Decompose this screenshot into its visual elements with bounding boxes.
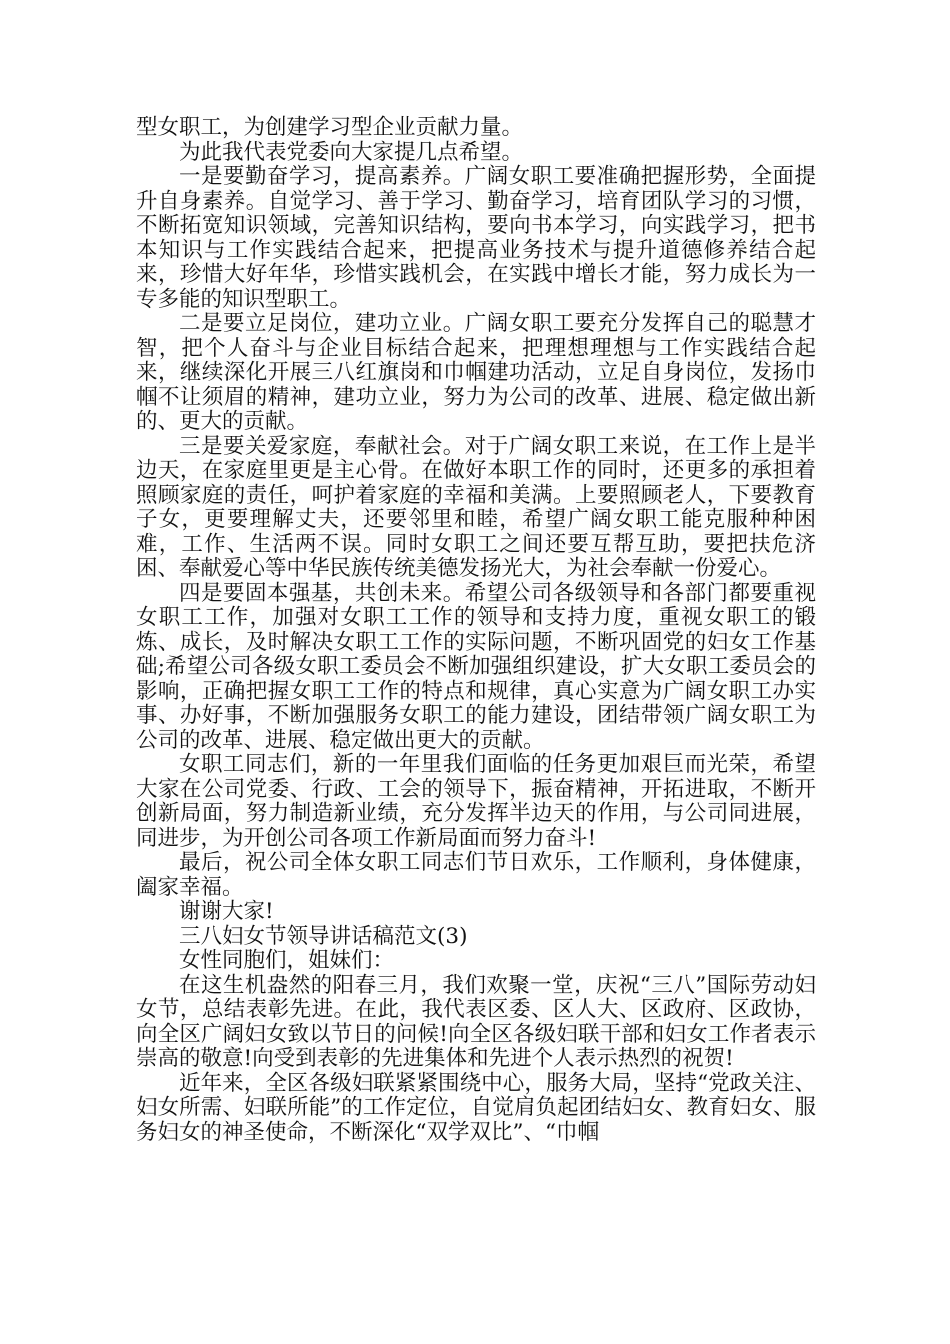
section-heading: 三八妇女节领导讲话稿范文(3) bbox=[179, 923, 468, 949]
paragraph-hope-four: 四是要固本强基，共创未来。希望公司各级领导和各部门都要重视女职工工作，加强对女职工工作的领导和支持力度，重视女职工的锻炼、成长，及时解决女职工工作的实际问题，不断巩固党的妇女工作基础;希望公司各级女职工委员会不断加强组织建设，扩大女职工委员会的影响，正确把握女职工工作的特点和规律，真心实意为广阔女职工办实事、办好事，不断加强服务女职工的能力建设，团结带领广阔女职工为公司的改革、进展、稳定做出更大的贡献。 bbox=[136, 580, 816, 753]
paragraph-closing-wishes: 最后，祝公司全体女职工同志们节日欢乐，工作顺利，身体健康，阖家幸福。 bbox=[136, 850, 816, 900]
paragraph-recent-years: 近年来，全区各级妇联紧紧围绕中心，服务大局，坚持“党政关注、妇女所需、妇联所能”的工作定位，自觉肩负起团结妇女、教育妇女、服务妇女的神圣使命，不断深化“双学双比”、“巾帼 bbox=[136, 1070, 816, 1145]
paragraph-appeal: 女职工同志们，新的一年里我们面临的任务更加艰巨而光荣，希望大家在公司党委、行政、工会的领导下，振奋精神，开拓进取，不断开创新局面，努力制造新业绩，充分发挥半边天的作用，与公司同进展，同进步，为开创公司各项工作新局面而努力奋斗! bbox=[136, 752, 816, 851]
paragraph-salutation: 女性同胞们，姐妹们： bbox=[179, 948, 395, 973]
paragraph-hope-one: 一是要勤奋学习，提高素养。广阔女职工要准确把握形势，全面提升自身素养。自觉学习、善于学习、勤奋学习，培育团队学习的习惯，不断拓宽知识领域，完善知识结构，要向书本学习，向实践学习，把书本知识与工作实践结合起来，把提高业务技术与提升道德修养结合起来，珍惜大好年华，珍惜实践机会，在实践中增长才能，努力成长为一专多能的知识型职工。 bbox=[136, 164, 816, 312]
paragraph-greeting: 在这生机盎然的阳春三月，我们欢聚一堂，庆祝“三八”国际劳动妇女节，总结表彰先进。在此，我代表区委、区人大、区政府、区政协，向全区广阔妇女致以节日的问候!向全区各级妇联干部和妇女工作者表示崇高的敬意!向受到表彰的先进集体和先进个人表示热烈的祝贺! bbox=[136, 972, 816, 1071]
paragraph-intro-hopes: 为此我代表党委向大家提几点希望。 bbox=[179, 139, 524, 165]
paragraph-hope-three: 三是要关爱家庭，奉献社会。对于广阔女职工来说，在工作上是半边天，在家庭里更是主心骨。在做好本职工作的同时，还更多的承担着照顾家庭的责任，呵护着家庭的幸福和美满。上要照顾老人，下要教育子女，更要理解丈夫，还要邻里和睦，希望广阔女职工能克服种种困难，工作、生活两不误。同时女职工之间还要互帮互助，要把扶危济困、奉献爱心等中华民族传统美德发扬光大，为社会奉献一份爱心。 bbox=[136, 433, 816, 581]
paragraph-thanks: 谢谢大家! bbox=[179, 899, 274, 924]
paragraph-continuation: 型女职工，为创建学习型企业贡献力量。 bbox=[136, 115, 524, 140]
paragraph-hope-two: 二是要立足岗位，建功立业。广阔女职工要充分发挥自己的聪慧才智，把个人奋斗与企业目标结合起来，把理想理想与工作实践结合起来，继续深化开展三八红旗岗和巾帼建功活动，立足自身岗位，发扬巾帼不让须眉的精神，建功立业，努力为公司的改革、进展、稳定做出新的、更大的贡献。 bbox=[136, 311, 816, 434]
document-body bbox=[136, 116, 816, 1145]
